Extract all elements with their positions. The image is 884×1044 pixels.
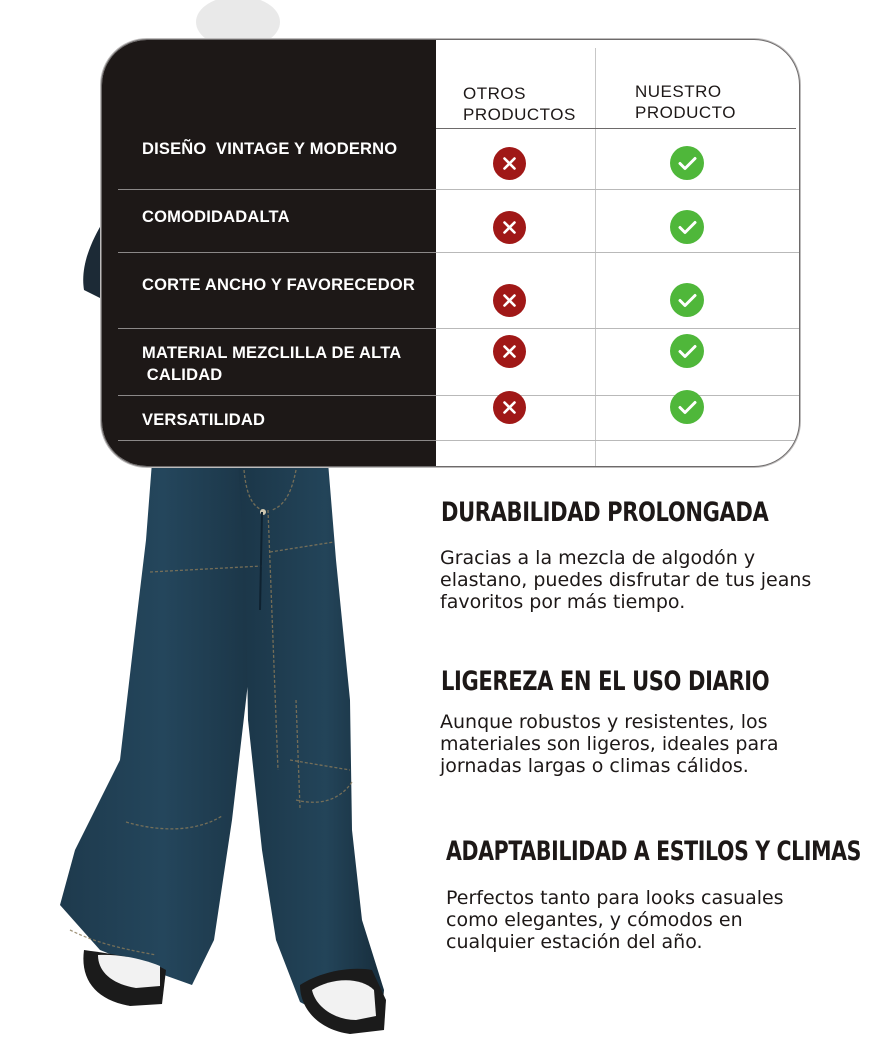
check-icon [670, 334, 704, 368]
feature-versatilidad: VERSATILIDAD [142, 411, 266, 429]
benefit-line: Gracias a la mezcla de algodón y [440, 547, 756, 569]
benefit-line: favoritos por más tiempo. [440, 591, 686, 613]
benefit-line: Perfectos tanto para looks casuales [446, 887, 784, 909]
check-icon [670, 390, 704, 424]
benefit-line: cualquier estación del año. [446, 931, 703, 953]
x-icon [493, 211, 526, 244]
benefit-title-adaptabilidad: ADAPTABILIDAD A ESTILOS Y CLIMAS [446, 836, 862, 867]
header-divider [436, 128, 796, 129]
x-icon [493, 284, 526, 317]
benefit-line: Aunque robustos y resistentes, los [440, 711, 768, 733]
benefit-text-adaptabilidad [446, 887, 784, 953]
feature-column-panel [102, 40, 436, 466]
benefit-line: como elegantes, y cómodos en [446, 909, 743, 931]
column-divider [595, 48, 596, 466]
feature-material: MATERIAL MEZCLILLA DE ALTA CALIDAD [142, 344, 402, 384]
benefit-line: jornadas largas o climas cálidos. [440, 755, 749, 777]
row-divider [118, 395, 436, 396]
benefit-title-durabilidad: DURABILIDAD PROLONGADA [441, 497, 769, 528]
row-divider [118, 328, 436, 329]
check-icon [670, 210, 704, 244]
row-divider [118, 189, 436, 190]
header-otros-productos: OTROS PRODUCTOS [463, 84, 576, 124]
x-icon [493, 335, 526, 368]
row-divider [118, 252, 436, 253]
benefit-text-ligereza [440, 711, 779, 777]
benefit-title-ligereza: LIGEREZA EN EL USO DIARIO [441, 666, 770, 697]
row-divider [436, 328, 799, 329]
check-icon [670, 283, 704, 317]
feature-diseno: DISEÑO VINTAGE Y MODERNO [142, 140, 398, 158]
benefit-line: materiales son ligeros, ideales para [440, 733, 779, 755]
row-divider [436, 440, 799, 441]
row-divider [436, 395, 799, 396]
row-divider [436, 189, 799, 190]
header-nuestro-producto: NUESTRO PRODUCTO [635, 82, 736, 122]
check-icon [670, 146, 704, 180]
comparison-table [101, 39, 800, 467]
x-icon [493, 147, 526, 180]
benefit-text-durabilidad [440, 547, 811, 613]
feature-comodidad: COMODIDADALTA [142, 208, 290, 226]
row-divider [118, 440, 436, 441]
row-divider [436, 252, 799, 253]
x-icon [493, 391, 526, 424]
benefit-line: elastano, puedes disfrutar de tus jeans [440, 569, 812, 591]
feature-corte: CORTE ANCHO Y FAVORECEDOR [142, 276, 416, 294]
